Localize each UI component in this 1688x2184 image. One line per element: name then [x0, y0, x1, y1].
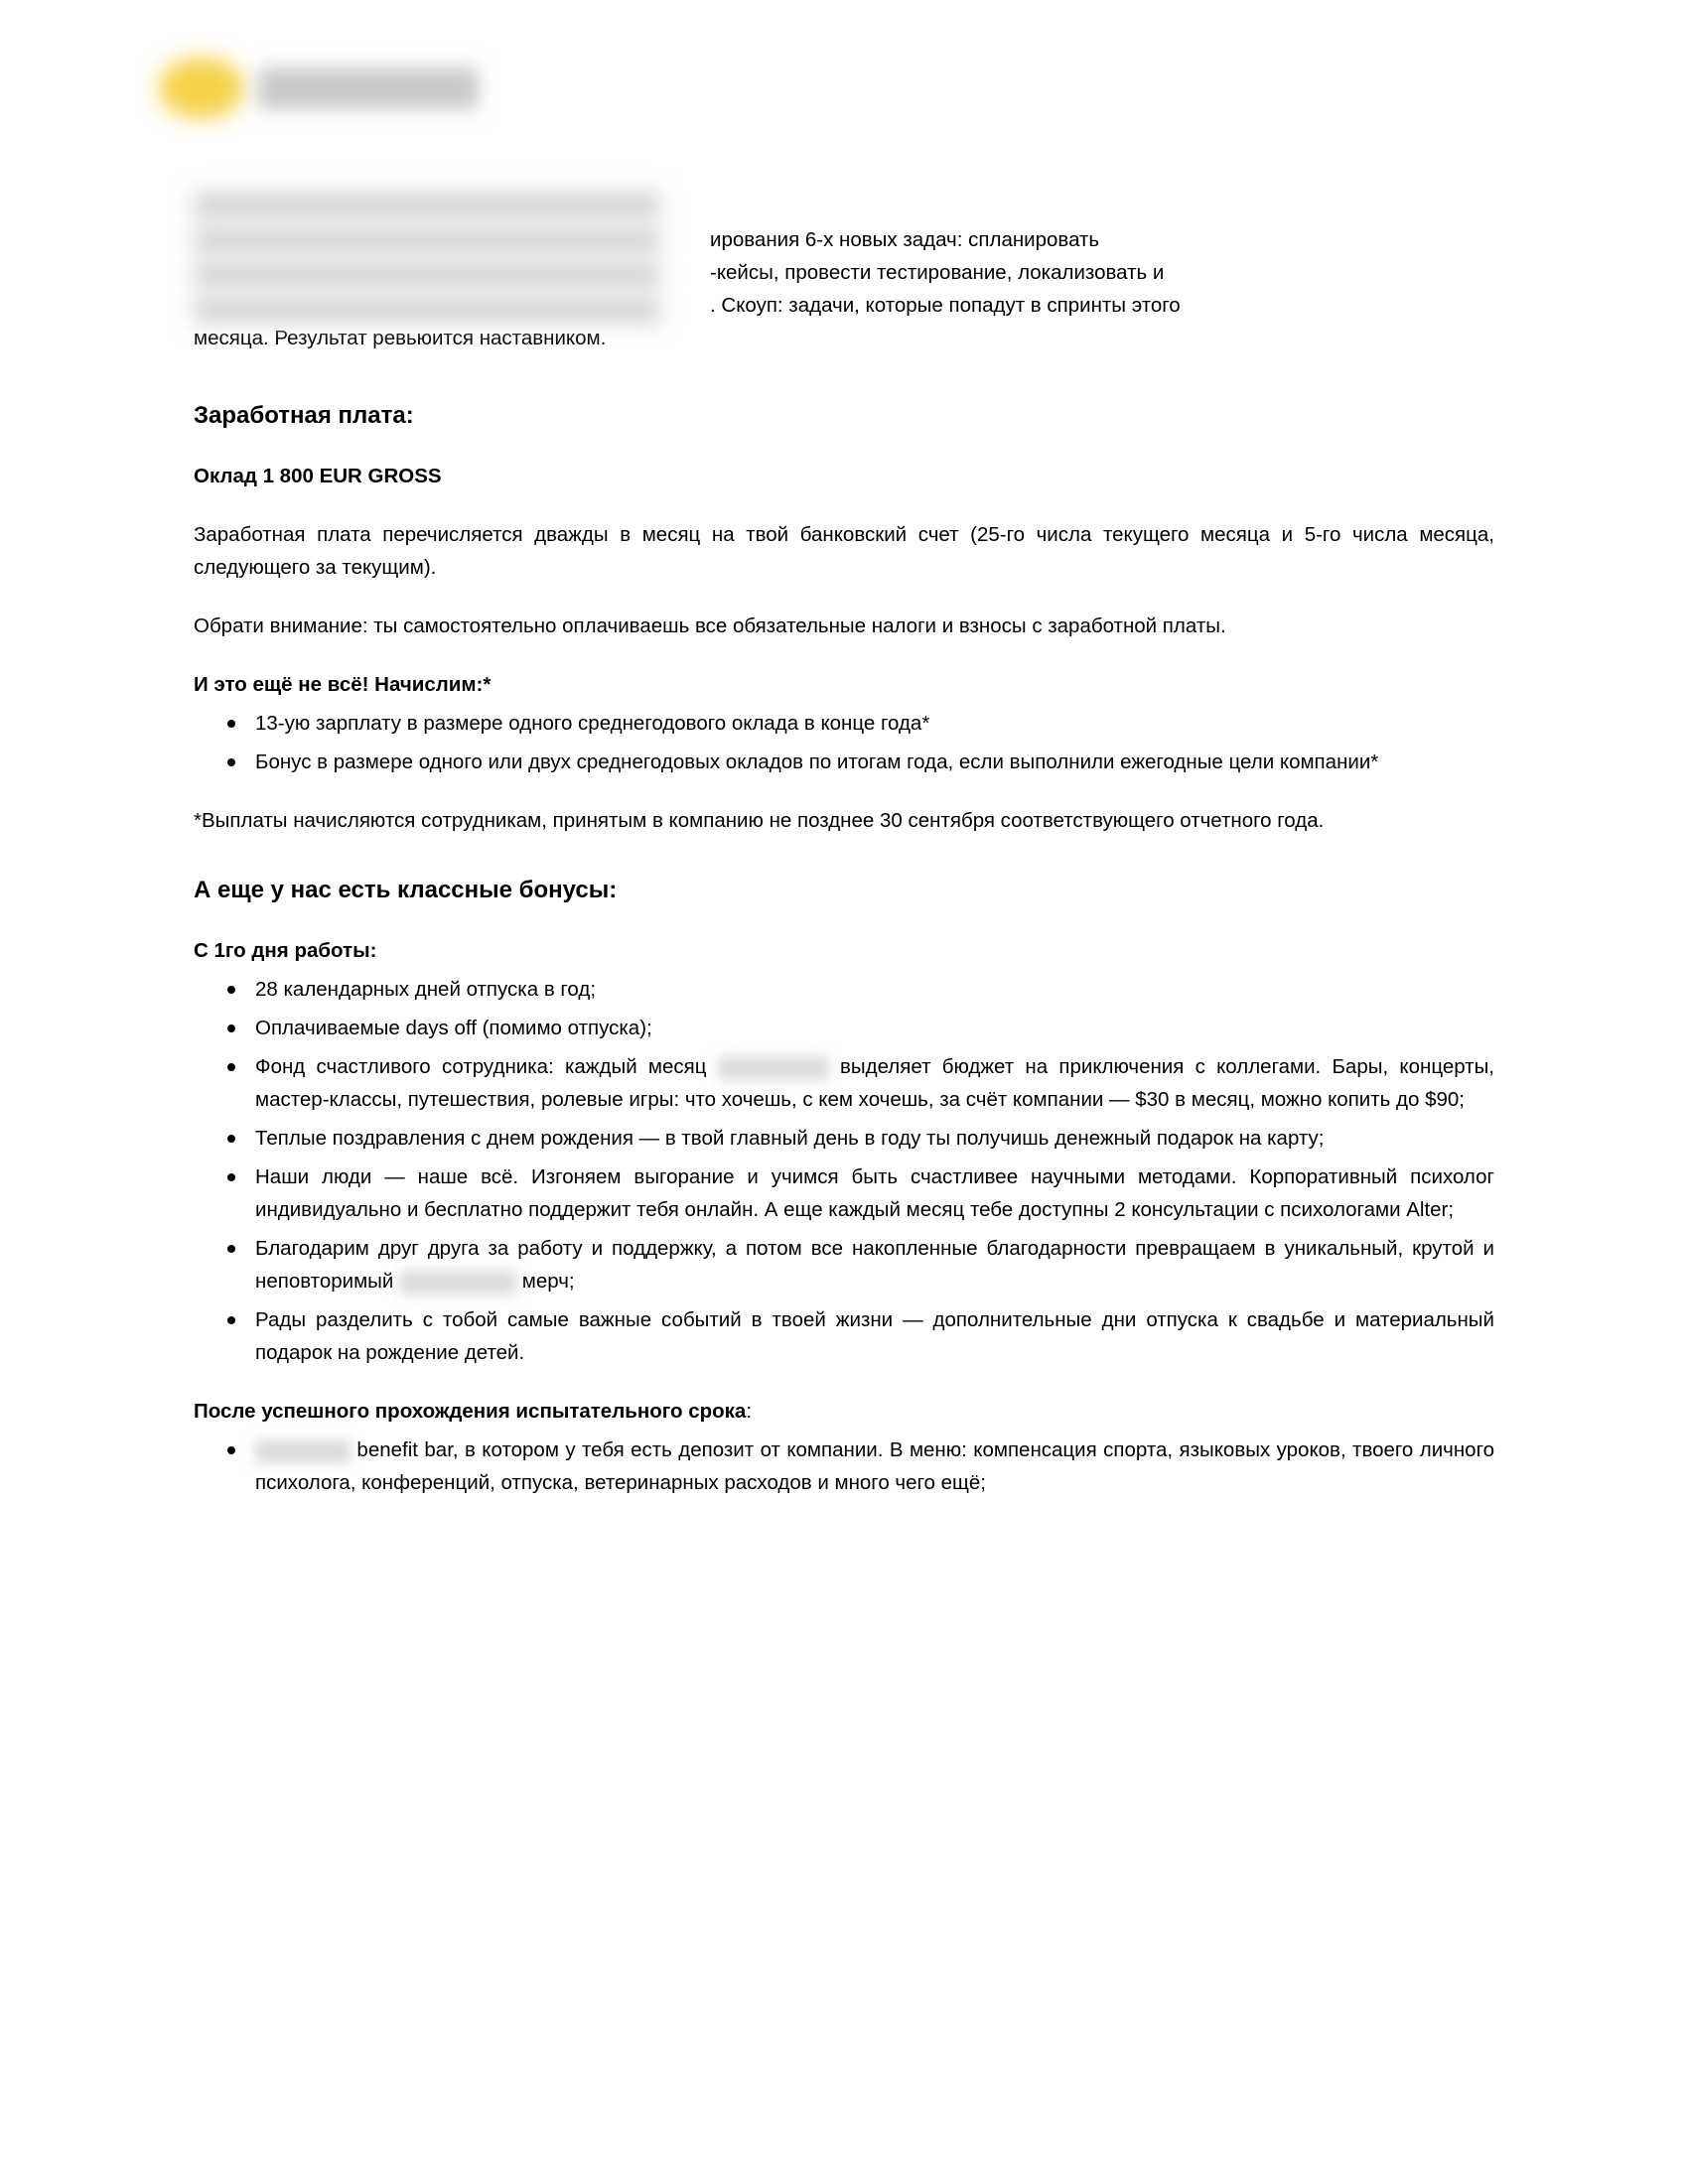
- list-item-text-after: benefit bar, в котором у тебя есть депозит от компании. В меню: компенсация спорта, языковых уроков, твоего личного психолога, конференций, отпуска, ветеринарных расходов и много чего ещё;: [255, 1438, 1494, 1494]
- salary-extras-heading: И это ещё не всё! Начислим:*: [194, 673, 492, 696]
- day-one-heading: С 1го дня работы:: [194, 939, 377, 962]
- redacted-block-3: [194, 295, 660, 325]
- logo-sun-icon: [159, 58, 244, 119]
- salary-heading: Заработная плата:: [194, 402, 414, 429]
- list-item: [255, 1232, 1494, 1297]
- list-item: Теплые поздравления с днем рождения — в твой главный день в году ты получишь денежный подарок на карту;: [255, 1122, 1494, 1155]
- salary-footnote: *Выплаты начисляются сотрудникам, принятым в компанию не позднее 30 сентября соответствующего отчетного года.: [194, 809, 1325, 832]
- probation-heading: [194, 1395, 1494, 1428]
- probation-heading-text: После успешного прохождения испытательного срока: [194, 1400, 747, 1423]
- redacted-block-1: [194, 225, 660, 255]
- salary-paragraph-2: Обрати внимание: ты самостоятельно оплачиваешь все обязательные налоги и взносы с заработной платы.: [194, 614, 1226, 637]
- list-item: Оплачиваемые days off (помимо отпуска);: [255, 1012, 1494, 1044]
- document-body: [194, 223, 1494, 1525]
- list-item-text-after: мерч;: [521, 1270, 575, 1293]
- redacted-block-0: [194, 191, 660, 220]
- redacted-company-name: [718, 1056, 829, 1080]
- list-item: Рады разделить с тобой самые важные событий в твоей жизни — дополнительные дни отпуска к свадьбе и материальный подарок на рождение детей.: [255, 1303, 1494, 1369]
- company-logo: [149, 48, 487, 127]
- list-item: [255, 1433, 1494, 1499]
- intro-line-1: ирования 6-х новых задач: спланировать: [710, 228, 1100, 251]
- redacted-company-name: [399, 1271, 516, 1295]
- probation-heading-suffix: :: [746, 1400, 753, 1423]
- list-item-text-before: Фонд счастливого сотрудника: каждый месяц: [255, 1055, 707, 1078]
- day-one-list: [194, 973, 1494, 1369]
- list-item: Бонус в размере одного или двух среднегодовых окладов по итогам года, если выполнили ежегодные цели компании*: [255, 746, 1494, 778]
- list-item: Наши люди — наше всё. Изгоняем выгорание и учимся быть счастливее научными методами. Корпоративный психолог индивидуально и бесплатно поддержит тебя онлайн. А еще каждый месяц тебе доступны 2 консультации с психологами Alter;: [255, 1160, 1494, 1226]
- salary-amount: Оклад 1 800 EUR GROSS: [194, 465, 442, 487]
- redacted-block-2: [194, 260, 660, 290]
- list-item-text-before: Благодарим друг друга за работу и поддержку, а потом все накопленные благодарности превращаем в уникальный, крутой и неповторимый: [255, 1237, 1494, 1293]
- salary-paragraph-1: Заработная плата перечисляется дважды в месяц на твой банковский счет (25-го числа текущего месяца и 5-го числа месяца, следующего за текущим).: [194, 523, 1494, 579]
- intro-line-2: -кейсы, провести тестирование, локализовать и: [710, 261, 1165, 284]
- intro-line-4: месяца. Результат ревьюится наставником.: [194, 327, 607, 349]
- logo-wordmark-redacted: [258, 68, 479, 109]
- list-item-text-after: выделяет бюджет на приключения с коллегами. Бары, концерты, мастер-классы, путешествия, ролевые игры: что хочешь, с кем хочешь, за счёт компании — $30 в месяц, можно копить до $90;: [255, 1055, 1494, 1111]
- list-item: [255, 1050, 1494, 1116]
- salary-extras-list: [194, 707, 1494, 778]
- probation-list: [194, 1433, 1494, 1499]
- bonuses-heading: А еще у нас есть классные бонусы:: [194, 877, 618, 903]
- list-item: 13-ую зарплату в размере одного среднегодового оклада в конце года*: [255, 707, 1494, 740]
- intro-paragraph: [194, 223, 1494, 362]
- redacted-company-name: [255, 1439, 351, 1463]
- list-item: 28 календарных дней отпуска в год;: [255, 973, 1494, 1006]
- intro-line-3: . Скоуп: задачи, которые попадут в спринты этого: [710, 294, 1181, 317]
